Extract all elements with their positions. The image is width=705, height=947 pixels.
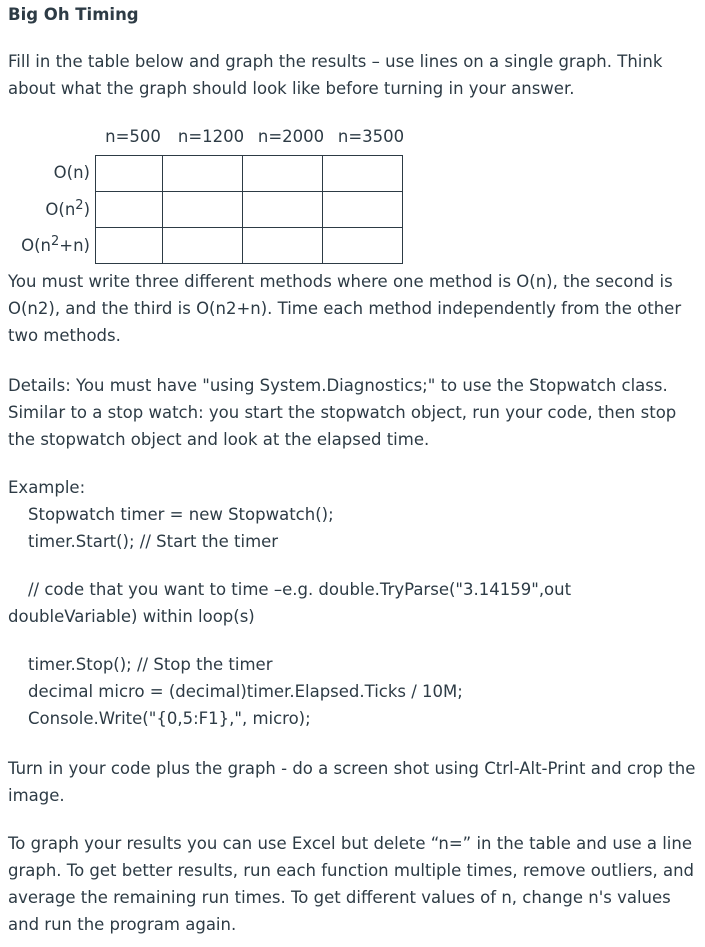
column-header-n2000: n=2000 bbox=[257, 127, 325, 146]
code-line: timer.Start(); // Start the timer bbox=[28, 532, 279, 551]
turn-in-paragraph: Turn in your code plus the graph - do a screen shot using Ctrl-Alt-Print and crop the image. bbox=[8, 759, 696, 805]
table-row bbox=[96, 156, 403, 192]
code-comment-continued: doubleVariable) within loop(s) bbox=[8, 607, 255, 626]
row-header-o-n-squared-plus-n: $O(n^2+n)$ bbox=[21, 234, 90, 255]
table-cell bbox=[323, 228, 403, 264]
methods-paragraph: You must write three different methods where one method is O(n), the second is O(n2), and the third is O(n2+n). Time each method independently from the other two methods. bbox=[8, 272, 682, 345]
table-cell bbox=[323, 192, 403, 228]
table-cell bbox=[96, 156, 163, 192]
column-header-n1200: n=1200 bbox=[177, 127, 245, 146]
example-label: Example: bbox=[8, 478, 86, 497]
intro-paragraph: Fill in the table below and graph the results – use lines on a single graph. Think about what the graph should look like before turning in your answer. bbox=[8, 52, 663, 98]
code-line: decimal micro = (decimal)timer.Elapsed.Ticks / 10M; bbox=[28, 682, 463, 701]
table-cell bbox=[163, 228, 243, 264]
code-line: Console.Write("{0,5:F1},", micro); bbox=[28, 709, 311, 728]
code-line: Stopwatch timer = new Stopwatch(); bbox=[28, 505, 334, 524]
table-row bbox=[96, 192, 403, 228]
table-row bbox=[96, 228, 403, 264]
column-header-n500: n=500 bbox=[105, 127, 161, 146]
code-line: timer.Stop(); // Stop the timer bbox=[28, 655, 273, 674]
details-paragraph: Details: You must have "using System.Diagnostics;" to use the Stopwatch class. Similar to a stop watch: you start the stopwatch object, run your code, then stop the stopwatch object and look at the elapsed time. bbox=[8, 376, 677, 449]
table-cell bbox=[163, 192, 243, 228]
table-cell bbox=[323, 156, 403, 192]
table-cell bbox=[163, 156, 243, 192]
row-header-o-n: O(n) bbox=[53, 163, 90, 182]
column-header-n3500: n=3500 bbox=[337, 127, 405, 146]
table-cell bbox=[243, 192, 323, 228]
timing-grid bbox=[95, 155, 403, 264]
table-cell bbox=[96, 192, 163, 228]
code-comment: // code that you want to time –e.g. double.TryParse("3.14159",out bbox=[28, 580, 572, 599]
graph-paragraph: To graph your results you can use Excel but delete “n=” in the table and use a line graph. To get better results, run each function multiple times, remove outliers, and average the remaining run times. To get different values of n, change n's values and run the program again. bbox=[8, 834, 695, 934]
timing-table bbox=[8, 124, 408, 264]
page-title: Big Oh Timing bbox=[8, 5, 139, 24]
table-cell bbox=[243, 156, 323, 192]
table-cell bbox=[243, 228, 323, 264]
row-header-o-n-squared: $O(n^2)$ bbox=[45, 198, 90, 219]
table-cell bbox=[96, 228, 163, 264]
example-block bbox=[8, 474, 696, 732]
